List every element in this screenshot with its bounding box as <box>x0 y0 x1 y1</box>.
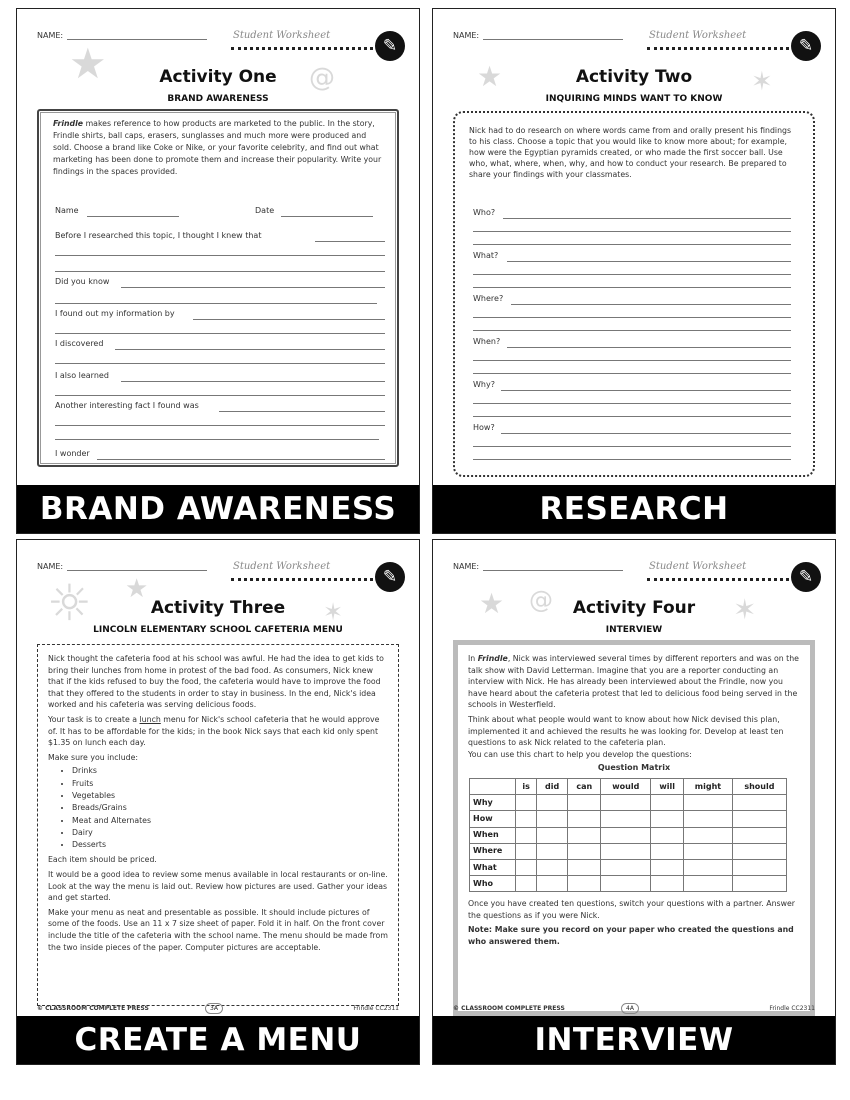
answer-line[interactable] <box>473 274 791 275</box>
list-item: • Fruits <box>72 778 388 790</box>
paragraph: Each item should be priced. <box>48 855 157 865</box>
star-icon: ★ <box>69 39 107 88</box>
divider <box>647 47 789 50</box>
food-group-list <box>48 765 388 851</box>
answer-line[interactable] <box>473 403 791 404</box>
activity-title: Activity Two <box>575 67 693 87</box>
activity-box <box>453 640 815 1016</box>
activity-box <box>37 109 399 467</box>
paragraph: You can use this chart to help you develop the questions: <box>468 749 692 759</box>
question-label: Where? <box>473 294 504 303</box>
answer-line[interactable] <box>501 433 791 434</box>
prompt-label: I found out my information by <box>55 309 175 318</box>
answer-line[interactable] <box>115 349 385 350</box>
name-field: NAME: <box>37 562 207 571</box>
answer-line[interactable] <box>473 287 791 288</box>
answer-line[interactable] <box>473 330 791 331</box>
worksheet-research <box>432 8 836 534</box>
pencil-icon: ✎ <box>791 31 821 61</box>
worksheet-page <box>17 9 419 487</box>
list-item: • Vegetables <box>72 790 388 802</box>
answer-line[interactable] <box>511 304 791 305</box>
category-banner: CREATE A MENU <box>17 1016 419 1064</box>
student-worksheet-label: Student Worksheet <box>233 561 331 572</box>
column-header: will <box>651 778 684 794</box>
row-header: How <box>470 811 516 827</box>
column-header: can <box>568 778 601 794</box>
sparkle-icon: ✶ <box>323 598 344 626</box>
table-header-row <box>470 778 787 794</box>
product-code: Frindle CC2311 <box>769 1005 815 1012</box>
answer-line[interactable] <box>473 244 791 245</box>
answer-line[interactable] <box>501 390 791 391</box>
question-label: Why? <box>473 380 495 389</box>
answer-line[interactable] <box>55 395 385 396</box>
answer-line[interactable] <box>315 241 385 242</box>
star-icon: ★ <box>479 587 505 620</box>
intro-text: Frindle makes reference to how products are marketed to the public. In the story, Frindle shirts, ball caps, erasers, sunglasses and much more were produced and sold. Choose a brand like Coke or Nike, or your favorite celebrity, and find out what marketing has been done to promote them and increase their popularity. Write your findings in the spaces provided. <box>53 119 382 176</box>
activity-subtitle: BRAND AWARENESS <box>167 94 269 104</box>
answer-line[interactable] <box>193 319 385 320</box>
activity-subtitle: INTERVIEW <box>605 625 663 635</box>
list-item: • Meat and Alternates <box>72 815 388 827</box>
answer-line[interactable] <box>121 381 385 382</box>
list-item: • Drinks <box>72 765 388 777</box>
paragraph: Think about what people would want to know about how Nick devised this plan, implemented it and achieved the results he was looking for. Develop at least ten questions to ask Nick related to the cafeteria plan. <box>468 714 784 748</box>
note: Note: Make sure you record on your paper who created the questions and who answered them. <box>468 925 794 947</box>
paragraph: In Frindle, Nick was interviewed several times by different reporters and was on the talk show with David Letterman. Imagine that you are a reporter conducting an interview with Nick. He has already been interviewed about the Frindle, now you have heard about the cafeteria protest that led to delicious food being served in the schools in Westerfield. <box>468 654 799 710</box>
list-item: • Breads/Grains <box>72 802 388 814</box>
worksheet-create-a-menu <box>16 539 420 1065</box>
row-header: What <box>470 859 516 875</box>
student-worksheet-label: Student Worksheet <box>649 561 747 572</box>
question-label: What? <box>473 251 499 260</box>
paragraph: Make sure you include: <box>48 752 139 762</box>
answer-line[interactable] <box>473 231 791 232</box>
column-header: might <box>684 778 733 794</box>
answer-line[interactable] <box>55 271 385 272</box>
prompt-label: I discovered <box>55 339 104 348</box>
row-header: Why <box>470 795 516 811</box>
student-worksheet-label: Student Worksheet <box>649 30 747 41</box>
instructions <box>38 645 398 953</box>
activity-box <box>453 111 815 477</box>
question-label: Who? <box>473 208 496 217</box>
prompt-label: Did you know <box>55 277 110 286</box>
list-item: • Dairy <box>72 827 388 839</box>
answer-line[interactable] <box>219 411 385 412</box>
table-row <box>470 811 787 827</box>
list-item: • Desserts <box>72 839 388 851</box>
row-header: When <box>470 827 516 843</box>
answer-line[interactable] <box>473 446 791 447</box>
publisher-logo: © CLASSROOM COMPLETE PRESS <box>453 1005 565 1012</box>
product-code: Frindle CC2311 <box>353 1005 399 1012</box>
sparkle-icon: ✶ <box>751 67 773 97</box>
prompt-label: Another interesting fact I found was <box>55 401 199 410</box>
table-row <box>470 843 787 859</box>
swirl-icon: @ <box>529 586 553 614</box>
answer-line[interactable] <box>55 333 385 334</box>
worksheet-page <box>433 9 835 487</box>
table-row <box>470 859 787 875</box>
activity-subtitle: LINCOLN ELEMENTARY SCHOOL CAFETERIA MENU <box>93 625 343 635</box>
date-line[interactable] <box>281 216 373 217</box>
prompt-label: I also learned <box>55 371 109 380</box>
column-header: did <box>537 778 568 794</box>
answer-line[interactable] <box>55 425 385 426</box>
table-row <box>470 795 787 811</box>
star-icon: ★ <box>477 60 503 93</box>
paragraph: It would be a good idea to review some menus available in local restaurants or on-line. Look at the way the menu is laid out. Review how pictures are used. Gather your ideas and get started. <box>48 870 388 903</box>
name-field: NAME: <box>453 562 623 571</box>
answer-line[interactable] <box>503 218 791 219</box>
category-banner: RESEARCH <box>433 485 835 533</box>
name-line[interactable] <box>87 216 179 217</box>
table-row <box>470 827 787 843</box>
paragraph: Nick thought the cafeteria food at his school was awful. He had the idea to get kids to bring their lunches from home in protest of the bad food. As consumers, Nick knew that if the kids refused to buy the food, the cafeteria would have to improve the food that they offered to the students in order to stay in business. In the end, Nick's idea worked and his cafeteria was serving delicious foods. <box>48 654 384 710</box>
sparkle-icon: ✶ <box>733 593 757 626</box>
answer-line[interactable] <box>55 439 379 440</box>
row-header: Where <box>470 843 516 859</box>
matrix-title: Question Matrix <box>597 763 671 773</box>
answer-line[interactable] <box>473 317 791 318</box>
instructions <box>458 645 810 948</box>
page-number: 4A <box>621 1003 639 1014</box>
pencil-icon: ✎ <box>375 562 405 592</box>
category-banner: BRAND AWARENESS <box>17 485 419 533</box>
worksheet-page <box>433 540 835 1018</box>
publisher-logo: © CLASSROOM COMPLETE PRESS <box>37 1005 149 1012</box>
prompt-label: I wonder <box>55 449 90 458</box>
paragraph: Make your menu as neat and presentable as possible. It should include pictures of some of the foods. Use an 11 x 7 size sheet of paper. Fold it in half. On the front cover include the title of the cafeteria with the school name. The menu should be made from the two inside pieces of the paper. Computer pictures are acceptable. <box>48 907 388 952</box>
date-label: Date <box>255 206 275 215</box>
table-row <box>470 876 787 892</box>
answer-line[interactable] <box>121 287 385 288</box>
sun-icon: ☼ <box>47 574 92 632</box>
divider <box>647 578 789 581</box>
question-label: How? <box>473 423 495 432</box>
activity-title: Activity Four <box>572 598 696 618</box>
paragraph: Once you have created ten questions, switch your questions with a partner. Answer the questions as if you were Nick. <box>468 899 795 920</box>
answer-line[interactable] <box>507 261 791 262</box>
answer-line[interactable] <box>55 363 385 364</box>
column-header: is <box>516 778 537 794</box>
answer-line[interactable] <box>55 303 377 304</box>
activity-title: Activity One <box>159 67 277 87</box>
pencil-icon: ✎ <box>791 562 821 592</box>
name-field: NAME: <box>453 31 623 40</box>
activity-subtitle: INQUIRING MINDS WANT TO KNOW <box>545 94 723 104</box>
category-banner: INTERVIEW <box>433 1016 835 1064</box>
answer-line[interactable] <box>473 373 791 374</box>
column-header: would <box>601 778 651 794</box>
question-label: When? <box>473 337 501 346</box>
answer-line[interactable] <box>97 459 385 460</box>
student-worksheet-label: Student Worksheet <box>233 30 331 41</box>
activity-box <box>37 644 399 1006</box>
divider <box>231 47 373 50</box>
column-header: should <box>732 778 786 794</box>
paragraph: Your task is to create a lunch menu for Nick's school cafeteria that he would approve of. It has to be affordable for the kids; in the book Nick says that each kid only spent $1.35 on lunch each day. <box>48 714 380 748</box>
worksheet-interview <box>432 539 836 1065</box>
pencil-icon: ✎ <box>375 31 405 61</box>
name-label: Name <box>55 206 79 215</box>
worksheet-page <box>17 540 419 1018</box>
worksheet-brand-awareness <box>16 8 420 534</box>
answer-line[interactable] <box>473 459 791 460</box>
answer-line[interactable] <box>473 416 791 417</box>
activity-title: Activity Three <box>150 598 286 618</box>
name-field: NAME: <box>37 31 207 40</box>
question-matrix <box>469 778 787 892</box>
prompt-label: Before I researched this topic, I thought I knew that <box>55 231 262 240</box>
swirl-icon: @ <box>309 63 335 93</box>
star-icon: ★ <box>125 574 149 604</box>
page-number: 3A <box>205 1003 223 1014</box>
intro-text: Nick had to do research on where words came from and orally present his findings to his class. Choose a topic that you would like to know more about; for example, how were the Egyptian pyramids created, or who made the first soccer ball. Use who, what, where, when, why, and how to conduct your research. Be prepared to share your findings with your classmates. <box>469 126 792 179</box>
answer-line[interactable] <box>473 360 791 361</box>
row-header: Who <box>470 876 516 892</box>
answer-line[interactable] <box>507 347 791 348</box>
divider <box>231 578 373 581</box>
answer-line[interactable] <box>55 255 385 256</box>
